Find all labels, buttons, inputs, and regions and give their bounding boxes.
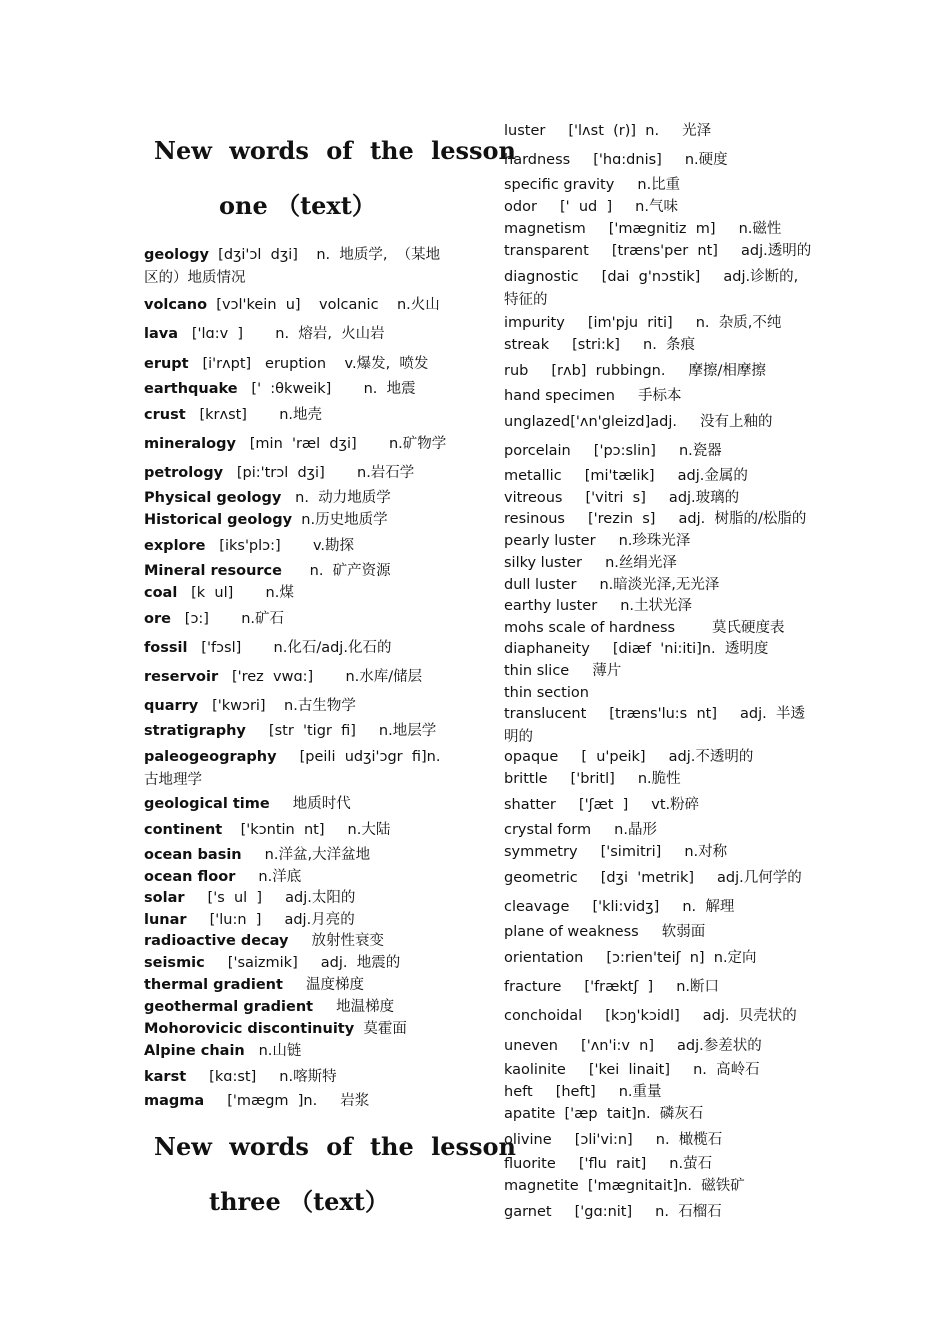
- vocab-word: seismic: [144, 955, 205, 971]
- vocab-definition: [heft] n.重量: [532, 1084, 662, 1100]
- vocab-word: reservoir: [144, 669, 219, 685]
- vocab-entry: [504, 218, 814, 241]
- vocab-entry: [504, 174, 814, 197]
- vocab-word: lava: [144, 326, 178, 342]
- vocab-word: earthquake: [144, 381, 238, 397]
- vocab-word: Alpine chain: [144, 1043, 245, 1059]
- vocab-entry: [504, 411, 814, 434]
- vocab-entry: [504, 1103, 814, 1126]
- vocab-definition: [peili udʒi'ɔgr fi]n. 古地理学: [144, 749, 450, 788]
- vocab-word: crystal form: [504, 822, 592, 838]
- vocab-entry: [144, 952, 454, 975]
- vocab-word: volcano: [144, 297, 208, 313]
- vocab-word: fluorite: [504, 1156, 556, 1172]
- vocab-word: geometric: [504, 870, 578, 886]
- vocab-definition: [ɔli'vi:n] n. 橄榄石: [551, 1132, 723, 1148]
- vocab-entry: [504, 385, 814, 408]
- lesson-one-title-line2: one （text）: [219, 191, 376, 220]
- vocab-entry: [504, 1035, 814, 1058]
- vocab-entry: [144, 637, 454, 660]
- vocab-word: uneven: [504, 1038, 558, 1054]
- vocab-entry: [504, 703, 814, 749]
- vocab-word: coal: [144, 585, 178, 601]
- vocab-entry: [504, 487, 814, 510]
- vocab-entry: [144, 487, 454, 510]
- vocab-word: pearly luster: [504, 533, 596, 549]
- vocab-word: magnetism: [504, 221, 586, 237]
- vocab-definition: 莫氏硬度表: [675, 620, 785, 636]
- vocab-definition: ['mægnitait]n. 磁铁矿: [578, 1178, 745, 1194]
- vocab-entry: [504, 574, 814, 597]
- vocab-definition: [vɔl'kein u] volcanic n.火山: [207, 297, 440, 313]
- vocab-entry: [144, 1040, 454, 1063]
- vocab-definition: [dai g'nɔstik] adj.诊断的, 特征的: [504, 269, 808, 308]
- vocab-definition: ['gɑ:nit] n. 石榴石: [551, 1204, 722, 1220]
- vocab-word: conchoidal: [504, 1008, 583, 1024]
- vocab-word: resinous: [504, 511, 565, 527]
- vocab-definition: ['kɔntin nt] n.大陆: [222, 822, 391, 838]
- vocab-definition: ['hɑ:dnis] n.硬度: [570, 152, 728, 168]
- vocab-entry: [504, 1201, 814, 1224]
- vocab-entry: [504, 794, 814, 817]
- vocab-word: mohs scale of hardness: [504, 620, 676, 636]
- vocab-definition: [træns'lu:s nt] adj. 半透明的: [504, 706, 805, 745]
- vocab-definition: n.山链: [244, 1043, 302, 1059]
- vocab-entry: [504, 196, 814, 219]
- vocab-entry: [504, 819, 814, 842]
- vocab-definition: [stri:k] n. 条痕: [549, 337, 696, 353]
- lesson-three-title-line1: New words of the lesson: [154, 1132, 516, 1161]
- vocab-definition: ['simitri] n.对称: [577, 844, 728, 860]
- vocab-word: erupt: [144, 356, 189, 372]
- vocab-entry: [504, 334, 814, 357]
- vocab-entry: [504, 595, 814, 618]
- vocab-definition: 软弱面: [638, 924, 706, 940]
- vocab-definition: n.晶形: [591, 822, 657, 838]
- vocab-word: opaque: [504, 749, 559, 765]
- vocab-entry: [144, 819, 454, 842]
- vocab-word: quarry: [144, 698, 199, 714]
- vocab-entry: [144, 844, 454, 867]
- vocab-definition: ['kei linait] n. 高岭石: [565, 1062, 760, 1078]
- vocab-entry: [504, 921, 814, 944]
- vocab-word: plane of weakness: [504, 924, 639, 940]
- vocab-entry: [144, 866, 454, 889]
- vocab-definition: ['britl] n.脆性: [547, 771, 681, 787]
- vocab-definition: [kɔŋ'kɔidl] adj. 贝壳状的: [582, 1008, 797, 1024]
- vocab-word: cleavage: [504, 899, 570, 915]
- vocab-word: hand specimen: [504, 388, 615, 404]
- vocab-word: ocean basin: [144, 847, 242, 863]
- vocab-entry: [504, 508, 814, 531]
- vocab-definition: n.洋盆,大洋盆地: [241, 847, 371, 863]
- vocab-entry: [504, 440, 814, 463]
- vocab-entry: [144, 462, 454, 485]
- vocab-word: brittle: [504, 771, 548, 787]
- vocab-word: earthy luster: [504, 598, 598, 614]
- vocab-word: unglazed: [504, 414, 571, 430]
- vocab-word: petrology: [144, 465, 224, 481]
- vocab-definition: [iks'plɔ:] v.勘探: [205, 538, 355, 554]
- vocab-definition: [dʒi'ɔl dʒi] n. 地质学, （某地区的）地质情况: [144, 247, 441, 286]
- vocab-definition: 莫霍面: [354, 1021, 407, 1037]
- vocab-definition: 薄片: [569, 663, 622, 679]
- vocab-definition: n. 动力地质学: [281, 490, 391, 506]
- vocab-entry: [504, 1081, 814, 1104]
- vocab-word: hardness: [504, 152, 571, 168]
- vocab-definition: ['kwɔri] n.古生物学: [198, 698, 356, 714]
- vocab-entry: [144, 1090, 454, 1113]
- vocab-definition: ['kli:vidʒ] n. 解理: [569, 899, 735, 915]
- vocab-word: karst: [144, 1069, 187, 1085]
- vocab-entry: [504, 841, 814, 864]
- vocab-word: porcelain: [504, 443, 571, 459]
- vocab-word: ocean floor: [144, 869, 236, 885]
- vocab-entry: [144, 720, 454, 743]
- vocab-word: translucent: [504, 706, 587, 722]
- lesson-three-title-line2: three （text）: [209, 1187, 389, 1216]
- vocab-word: streak: [504, 337, 550, 353]
- vocab-word: diagnostic: [504, 269, 579, 285]
- vocab-definition: [træns'per nt] adj.透明的: [588, 243, 812, 259]
- vocab-word: shatter: [504, 797, 556, 813]
- vocab-word: paleogeography: [144, 749, 277, 765]
- vocab-entry: [504, 867, 814, 890]
- vocab-word: specific gravity: [504, 177, 615, 193]
- vocab-entry: [144, 582, 454, 605]
- vocab-word: geology: [144, 247, 209, 263]
- vocab-word: mineralogy: [144, 436, 236, 452]
- vocab-entry: [504, 1129, 814, 1152]
- vocab-definition: n.比重: [614, 177, 681, 193]
- vocab-entry: [144, 1018, 454, 1041]
- vocab-definition: ['s ul ] adj.太阳的: [184, 890, 356, 906]
- vocab-entry: [144, 560, 454, 583]
- vocab-definition: [dʒi 'metrik] adj.几何学的: [577, 870, 802, 886]
- vocab-entry: [144, 353, 454, 376]
- vocab-definition: [mi'tælik] adj.金属的: [561, 468, 748, 484]
- vocab-definition: n.珍珠光泽: [595, 533, 691, 549]
- vocab-definition: ['æp tait]n. 磷灰石: [555, 1106, 704, 1122]
- vocab-entry: [144, 996, 454, 1019]
- vocab-definition: [krʌst] n.地壳: [185, 407, 323, 423]
- vocab-definition: [' ud ] n.气味: [536, 199, 678, 215]
- vocab-definition: ['flu rait] n.萤石: [555, 1156, 713, 1172]
- vocab-definition: ['ʌn'i:v n] adj.参差状的: [558, 1038, 762, 1054]
- vocab-entry: [504, 530, 814, 553]
- vocab-word: geological time: [144, 796, 270, 812]
- vocab-entry: [144, 930, 454, 953]
- vocab-definition: [rʌb] rubbingn. 摩擦/相摩擦: [528, 363, 766, 379]
- vocab-definition: ['lʌst (r)] n. 光泽: [545, 123, 712, 139]
- vocab-definition: [pi:'trɔl dʒi] n.岩石学: [223, 465, 415, 481]
- vocab-definition: [ u'peik] adj.不透明的: [558, 749, 754, 765]
- vocab-word: olivine: [504, 1132, 552, 1148]
- vocab-entry: [144, 746, 454, 792]
- vocab-word: dull luster: [504, 577, 577, 593]
- vocab-definition: ['saizmik] adj. 地震的: [204, 955, 401, 971]
- vocab-entry: [504, 465, 814, 488]
- vocab-definition: ['mægm ]n. 岩浆: [204, 1093, 370, 1109]
- vocab-word: continent: [144, 822, 223, 838]
- vocab-word: Mohorovicic discontinuity: [144, 1021, 355, 1037]
- vocab-entry: [144, 793, 454, 816]
- vocab-entry: [144, 509, 454, 532]
- vocab-definition: n.洋底: [235, 869, 302, 885]
- vocab-word: stratigraphy: [144, 723, 246, 739]
- vocab-entry: [504, 266, 814, 312]
- vocab-word: geothermal gradient: [144, 999, 314, 1015]
- vocab-word: fracture: [504, 979, 562, 995]
- vocab-definition: [ɔ:rien'teiʃ n] n.定向: [583, 950, 757, 966]
- vocab-entry: [144, 909, 454, 932]
- vocab-word: rub: [504, 363, 529, 379]
- vocab-word: diaphaneity: [504, 641, 590, 657]
- vocab-word: garnet: [504, 1204, 552, 1220]
- vocab-word: silky luster: [504, 555, 583, 571]
- vocab-entry: [504, 1005, 814, 1028]
- vocab-word: metallic: [504, 468, 562, 484]
- vocab-word: heft: [504, 1084, 533, 1100]
- vocab-definition: n.历史地质学: [292, 512, 388, 528]
- vocab-definition: ['lɑ:v ] n. 熔岩, 火山岩: [178, 326, 385, 342]
- vocab-word: thin section: [504, 685, 589, 701]
- vocab-definition: ['ʌn'gleizd]adj. 没有上釉的: [570, 414, 773, 430]
- vocab-word: fossil: [144, 640, 188, 656]
- vocab-word: thin slice: [504, 663, 570, 679]
- vocab-word: symmetry: [504, 844, 578, 860]
- vocab-entry: [504, 947, 814, 970]
- vocab-entry: [144, 974, 454, 997]
- vocab-entry: [504, 660, 814, 683]
- vocab-entry: [504, 360, 814, 383]
- vocab-word: transparent: [504, 243, 589, 259]
- vocab-definition: ['rezin s] adj. 树脂的/松脂的: [564, 511, 807, 527]
- vocab-definition: 手标本: [615, 388, 682, 404]
- vocab-word: magma: [144, 1093, 205, 1109]
- vocab-definition: ['lu:n ] adj.月亮的: [186, 912, 355, 928]
- vocab-definition: [im'pju riti] n. 杂质,不纯: [564, 315, 782, 331]
- vocab-word: apatite: [504, 1106, 556, 1122]
- vocab-definition: [diæf 'ni:iti]n. 透明度: [589, 641, 769, 657]
- vocab-word: ore: [144, 611, 171, 627]
- vocab-word: magnetite: [504, 1178, 579, 1194]
- vocab-entry: [144, 294, 454, 317]
- vocab-word: Historical geology: [144, 512, 293, 528]
- vocab-word: explore: [144, 538, 206, 554]
- vocab-entry: [504, 1059, 814, 1082]
- vocab-definition: ['ʃæt ] vt.粉碎: [555, 797, 700, 813]
- vocab-word: radioactive decay: [144, 933, 289, 949]
- vocab-entry: [504, 552, 814, 575]
- vocab-word: Physical geology: [144, 490, 282, 506]
- vocab-definition: 温度梯度: [282, 977, 364, 993]
- vocab-definition: ['rez vwɑ:] n.水库/储层: [218, 669, 423, 685]
- vocab-definition: ['pɔ:slin] n.瓷器: [570, 443, 722, 459]
- vocab-entry: [144, 1066, 454, 1089]
- vocab-word: vitreous: [504, 490, 563, 506]
- vocab-entry: [504, 149, 814, 172]
- vocab-entry: [144, 244, 454, 290]
- vocab-word: impurity: [504, 315, 565, 331]
- vocab-entry: [144, 608, 454, 631]
- vocab-entry: [144, 323, 454, 346]
- vocab-definition: ['fræktʃ ] n.断口: [561, 979, 720, 995]
- vocab-entry: [504, 1175, 814, 1198]
- vocab-word: kaolinite: [504, 1062, 566, 1078]
- vocab-definition: n.暗淡光泽,无光泽: [576, 577, 720, 593]
- vocab-definition: [min 'ræl dʒi] n.矿物学: [235, 436, 447, 452]
- vocab-word: crust: [144, 407, 186, 423]
- vocab-word: orientation: [504, 950, 584, 966]
- vocab-entry: [504, 120, 814, 143]
- vocab-word: lunar: [144, 912, 187, 928]
- vocab-entry: [504, 746, 814, 769]
- vocab-entry: [504, 240, 814, 263]
- vocab-entry: [504, 617, 814, 640]
- vocab-definition: ['fɔsl] n.化石/adj.化石的: [187, 640, 392, 656]
- vocab-definition: 地质时代: [269, 796, 351, 812]
- vocab-definition: ['mægnitiz m] n.磁性: [585, 221, 782, 237]
- lesson-one-title-line1: New words of the lesson: [154, 136, 516, 165]
- vocab-entry: [144, 404, 454, 427]
- vocab-definition: n.土状光泽: [597, 598, 693, 614]
- vocab-definition: 放射性衰变: [288, 933, 385, 949]
- vocab-definition: [kɑ:st] n.喀斯特: [186, 1069, 337, 1085]
- vocab-entry: [144, 378, 454, 401]
- vocab-entry: [504, 976, 814, 999]
- vocab-definition: 地温梯度: [313, 999, 395, 1015]
- vocab-definition: [' :θkweik] n. 地震: [237, 381, 416, 397]
- vocab-entry: [504, 312, 814, 335]
- vocab-word: luster: [504, 123, 546, 139]
- vocab-word: odor: [504, 199, 537, 215]
- vocab-entry: [144, 666, 454, 689]
- vocab-word: Mineral resource: [144, 563, 282, 579]
- vocab-entry: [504, 896, 814, 919]
- vocab-definition: [k ul] n.煤: [177, 585, 294, 601]
- vocab-definition: [str 'tigr fi] n.地层学: [245, 723, 437, 739]
- vocab-entry: [144, 433, 454, 456]
- vocab-definition: [ɔ:] n.矿石: [170, 611, 285, 627]
- vocab-entry: [144, 887, 454, 910]
- vocab-definition: [i'rʌpt] eruption v.爆发, 喷发: [188, 356, 429, 372]
- vocab-entry: [504, 1153, 814, 1176]
- vocab-definition: ['vitri s] adj.玻璃的: [562, 490, 740, 506]
- vocab-definition: n.丝绢光泽: [582, 555, 677, 571]
- vocab-entry: [144, 535, 454, 558]
- vocab-entry: [504, 638, 814, 661]
- vocab-word: solar: [144, 890, 185, 906]
- vocab-word: thermal gradient: [144, 977, 283, 993]
- vocab-definition: n. 矿产资源: [282, 563, 391, 579]
- vocab-entry: [504, 768, 814, 791]
- vocab-entry: [144, 695, 454, 718]
- vocab-entry: [504, 682, 814, 705]
